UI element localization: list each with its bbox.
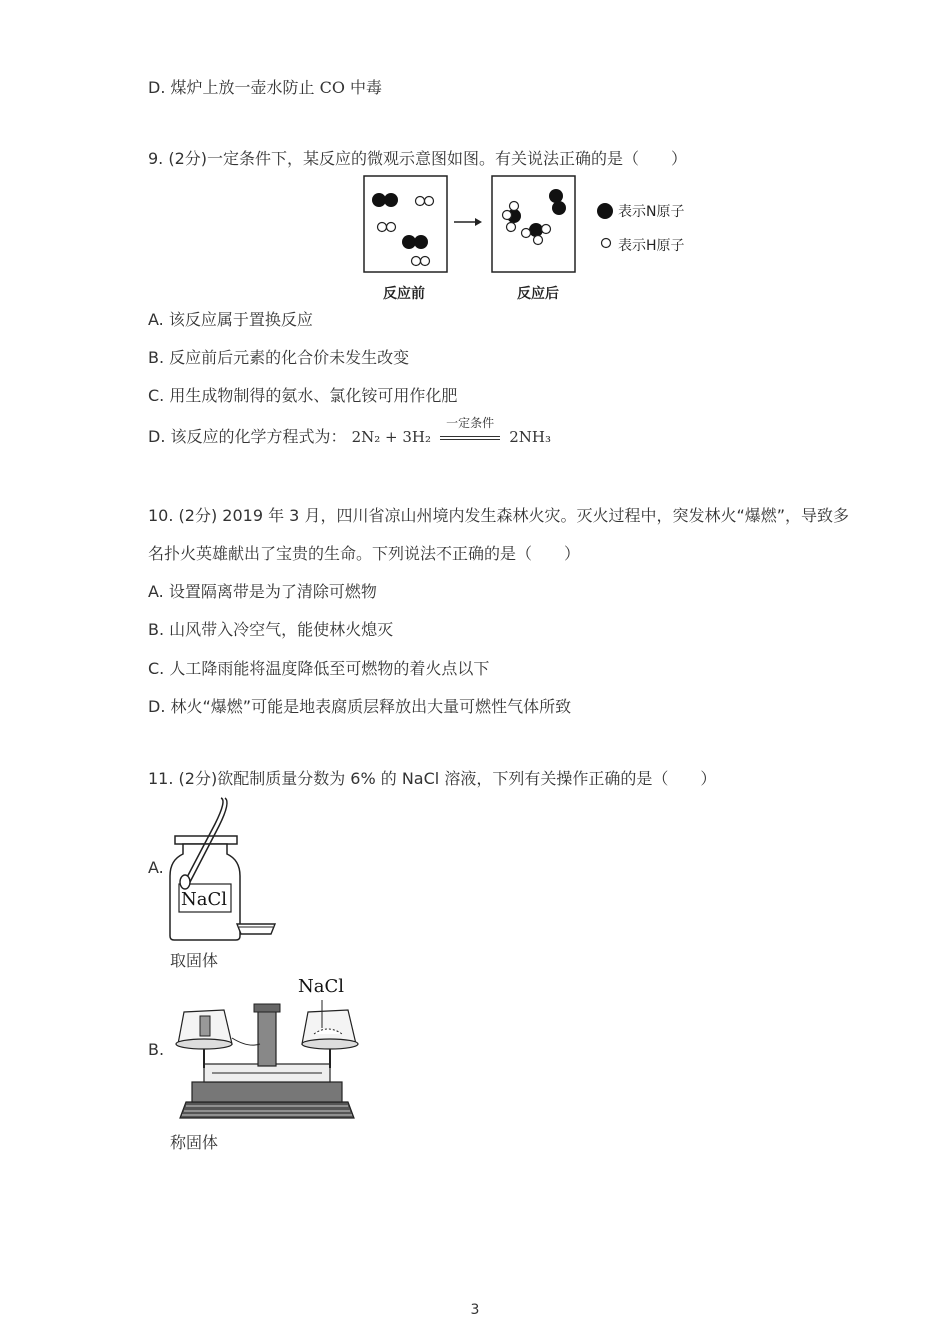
q11-option-a-caption: 取固体 bbox=[170, 951, 219, 970]
equation-condition-arrow bbox=[438, 416, 502, 448]
legend-h-atom bbox=[602, 239, 611, 248]
h2-molecule bbox=[378, 223, 396, 232]
equation-rhs: 2NH₃ bbox=[509, 428, 551, 446]
legend-n-atom bbox=[597, 203, 613, 219]
n2-molecule bbox=[402, 235, 428, 249]
legend-n-label: 表示N原子 bbox=[618, 204, 685, 220]
reaction-arrow bbox=[454, 218, 482, 226]
h2-molecule bbox=[412, 257, 430, 266]
q9-option-c: C. 用生成物制得的氨水、氯化铵可用作化肥 bbox=[148, 386, 458, 405]
equation-condition: 一定条件 bbox=[446, 416, 495, 430]
q10-stem-line1: 10. (2分) 2019 年 3 月，四川省凉山州境内发生森林火灾。灭火过程中，突发林火“爆燃”，导致多 bbox=[148, 506, 850, 525]
q8-option-d: D. 煤炉上放一壶水防止 CO 中毒 bbox=[148, 78, 383, 97]
jar-label-text: NaCl bbox=[181, 889, 228, 910]
n2-molecule bbox=[549, 189, 566, 215]
q9-option-b: B. 反应前后元素的化合价未发生改变 bbox=[148, 348, 410, 367]
h2-molecule bbox=[416, 197, 434, 206]
q9-stem: 9. (2分)一定条件下，某反应的微观示意图如图。有关说法正确的是（ ） bbox=[148, 149, 688, 168]
legend-h-label: 表示H原子 bbox=[618, 238, 685, 254]
reagent-jar-figure bbox=[165, 796, 280, 946]
q10-option-c: C. 人工降雨能将温度降低至可燃物的着火点以下 bbox=[148, 659, 490, 678]
q11-option-b-caption: 称固体 bbox=[170, 1133, 219, 1152]
q9-option-a: A. 该反应属于置换反应 bbox=[148, 310, 313, 329]
page-number: 3 bbox=[470, 1302, 480, 1318]
q8-option-d-co: CO bbox=[319, 78, 345, 97]
q11-option-a-label: A. bbox=[148, 858, 164, 877]
q10-option-b: B. 山风带入冷空气，能使林火熄灭 bbox=[148, 620, 394, 639]
n2-molecule bbox=[372, 193, 398, 207]
nh3-molecule bbox=[503, 202, 522, 232]
caption-before: 反应前 bbox=[383, 286, 425, 302]
q9-option-d: D. 该反应的化学方程式为： 2N₂ + 3H₂ 一定条件 2NH₃ bbox=[148, 426, 551, 448]
balance-figure bbox=[172, 998, 362, 1124]
q10-option-d: D. 林火“爆燃”可能是地表腐质层释放出大量可燃性气体所致 bbox=[148, 697, 572, 716]
caption-after: 反应后 bbox=[517, 286, 559, 302]
nh3-molecule bbox=[522, 223, 551, 245]
q11-option-b-label: B. bbox=[148, 1040, 165, 1059]
q10-option-a: A. 设置隔离带是为了清除可燃物 bbox=[148, 582, 377, 601]
q10-stem-line2: 名扑火英雄献出了宝贵的生命。下列说法不正确的是（ ） bbox=[148, 544, 581, 563]
q9-reaction-diagram bbox=[360, 174, 700, 278]
before-box bbox=[364, 176, 447, 272]
equation-lhs: 2N₂ + 3H₂ bbox=[351, 428, 432, 446]
balance-nacl-label: NaCl bbox=[298, 976, 345, 997]
q11-stem: 11. (2分)欲配制质量分数为 6% 的 NaCl 溶液，下列有关操作正确的是（ ） bbox=[148, 769, 717, 788]
